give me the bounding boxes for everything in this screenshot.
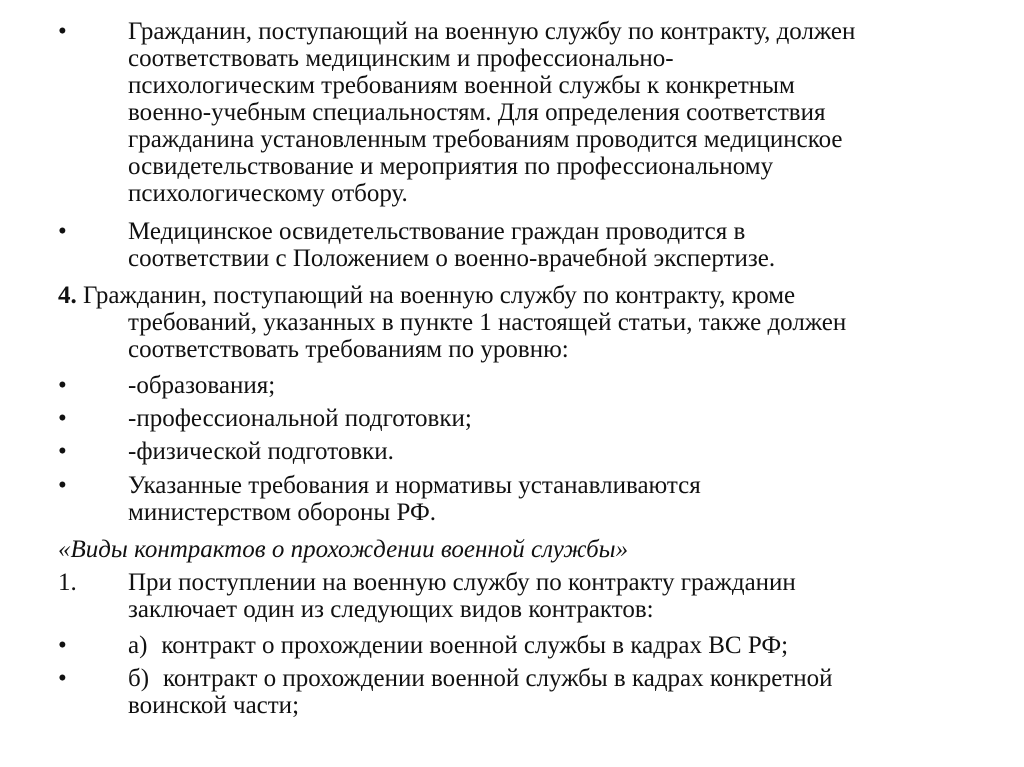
bullet: •	[58, 438, 67, 465]
section-heading	[58, 536, 998, 563]
list-item	[58, 18, 998, 207]
item-prefix: б)	[128, 665, 150, 692]
bullet: •	[58, 632, 67, 659]
paragraph-number: 4.	[58, 282, 77, 309]
list-item	[58, 438, 998, 465]
item-text: Указанные требования и нормативы устанавливаются министерством обороны РФ.	[128, 472, 701, 526]
bullet: •	[58, 372, 67, 399]
section-heading-text: «Виды контрактов о прохождении военной службы»	[58, 536, 629, 563]
bullet: •	[58, 18, 67, 45]
bullet: •	[58, 472, 67, 499]
bullet: •	[58, 665, 67, 692]
item-text: При поступлении на военную службу по контракту гражданин заключает один из следующих видов контрактов:	[128, 569, 796, 623]
list-item	[58, 569, 998, 623]
item-text: Гражданин, поступающий на военную службу по контракту, должен соответствовать медицинским и профессионально- психологическим требованиям военной службы к конкретным военно-учебным специальностям. Для определения соответствия гражданина установленным требованиям проводится медицинское освидетельствование и мероприятия по профессиональному психологическому отбору.	[128, 18, 856, 207]
bullet: •	[58, 405, 67, 432]
item-text: -физической подготовки.	[128, 438, 394, 465]
paragraph-text: Гражданин, поступающий на военную службу по контракту, кроме требований, указанных в пункте 1 настоящей статьи, также должен соответствовать требованиям по уровню:	[83, 282, 847, 363]
list-item	[58, 405, 998, 432]
list-item	[58, 665, 998, 719]
bullet: •	[58, 218, 67, 245]
item-text: Медицинское освидетельствование граждан проводится в соответствии с Положением о военно-врачебной экспертизе.	[128, 218, 776, 272]
number-marker: 1.	[58, 569, 77, 596]
list-item	[58, 632, 998, 659]
item-prefix: а)	[128, 632, 148, 659]
item-text: контракт о прохождении военной службы в кадрах конкретной воинской части;	[128, 665, 833, 719]
item-text: -профессиональной подготовки;	[128, 405, 472, 432]
list-item	[58, 372, 998, 399]
numbered-paragraph	[58, 282, 998, 363]
item-text: контракт о прохождении военной службы в кадрах ВС РФ;	[161, 632, 789, 659]
list-item	[58, 472, 998, 526]
list-item	[58, 218, 998, 272]
item-text: -образования;	[128, 372, 276, 399]
